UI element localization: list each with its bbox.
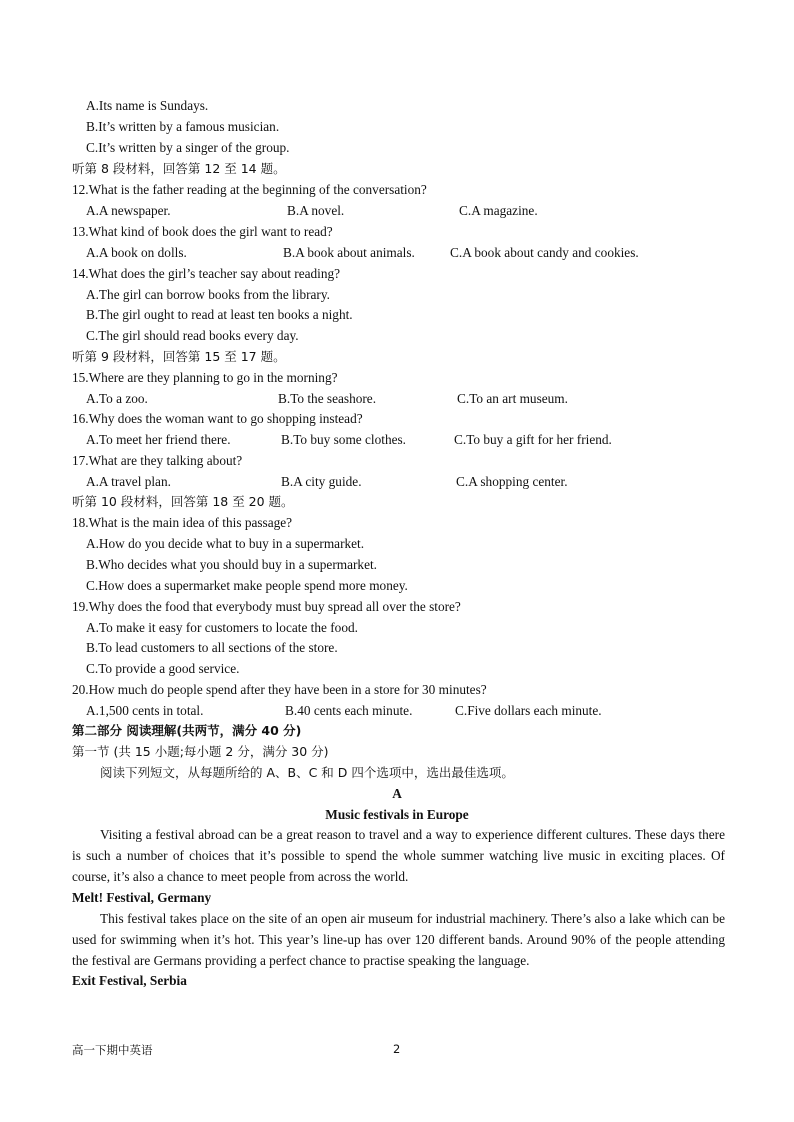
section-1-title: 第一节 (共 15 小题;每小题 2 分，满分 30 分) [72, 744, 329, 759]
q16-question: 16.Why does the woman want to go shopping instead? [72, 411, 363, 426]
q19-question: 19.Why does the food that everybody must buy spread all over the store? [72, 599, 461, 614]
q17-question: 17.What are they talking about? [72, 453, 243, 468]
q19-option-a: A.To make it easy for customers to locate the food. [86, 620, 358, 635]
q19-option-b: B.To lead customers to all sections of the store. [86, 640, 338, 655]
q20-question: 20.How much do people spend after they have been in a store for 30 minutes? [72, 682, 487, 697]
q15-option-c: C.To an art museum. [457, 391, 568, 406]
q13-option-c: C.A book about candy and cookies. [450, 245, 639, 260]
footer-title: 高一下期中英语 [72, 1043, 153, 1057]
q14-question: 14.What does the girl’s teacher say about reading? [72, 266, 341, 281]
q18-option-a: A.How do you decide what to buy in a supermarket. [86, 536, 365, 551]
q18-question: 18.What is the main idea of this passage? [72, 515, 293, 530]
q12-question: 12.What is the father reading at the beginning of the conversation? [72, 182, 427, 197]
q14-option-c: C.The girl should read books every day. [86, 328, 299, 343]
q16-option-c: C.To buy a gift for her friend. [454, 432, 612, 447]
intro-paragraph: Visiting a festival abroad can be a great reason to travel and a way to experience different cultures. These days there is such a number of choices that it’s possible to spend the whole summer watching live music in exciting places. Of course, it’s also a chance to meet people from across the world. [72, 827, 725, 884]
q16-option-b: B.To buy some clothes. [281, 432, 407, 447]
q15-option-a: A.To a zoo. [86, 391, 148, 406]
q11-option-a: A.Its name is Sundays. [86, 98, 209, 113]
q12-option-a: A.A newspaper. [86, 203, 171, 218]
q14-option-b: B.The girl ought to read at least ten books a night. [86, 307, 353, 322]
q15-option-b: B.To the seashore. [278, 391, 377, 406]
section-9-header: 听第 9 段材料，回答第 15 至 17 题。 [72, 349, 286, 364]
melt-festival-paragraph: This festival takes place on the site of an open air museum for industrial machinery. There’s also a lake which can be used for swimming when it’s hot. This year’s line-up has over 120 different bands. Around 90% of the people attending the festival are Germans providing a perfect chance to practise speaking the language. [72, 911, 725, 968]
q12-option-c: C.A magazine. [459, 203, 538, 218]
q13-option-a: A.A book on dolls. [86, 245, 187, 260]
section-8-header: 听第 8 段材料，回答第 12 至 14 题。 [72, 161, 286, 176]
q16-option-a: A.To meet her friend there. [86, 432, 231, 447]
q13-option-b: B.A book about animals. [283, 245, 415, 260]
reading-instruction: 阅读下列短文，从每题所给的 A、B、C 和 D 四个选项中，选出最佳选项。 [100, 765, 514, 780]
q17-option-c: C.A shopping center. [456, 474, 568, 489]
q11-option-b: B.It’s written by a famous musician. [86, 119, 280, 134]
q17-option-b: B.A city guide. [281, 474, 362, 489]
q18-option-b: B.Who decides what you should buy in a supermarket. [86, 557, 377, 572]
passage-letter: A [392, 786, 402, 801]
q14-option-a: A.The girl can borrow books from the library. [86, 287, 330, 302]
q17-option-a: A.A travel plan. [86, 474, 171, 489]
q15-question: 15.Where are they planning to go in the morning? [72, 370, 338, 385]
page-number: 2 [393, 1042, 401, 1056]
part-2-title: 第二部分 阅读理解(共两节，满分 40 分) [72, 723, 302, 738]
q13-question: 13.What kind of book does the girl want to read? [72, 224, 333, 239]
q20-option-b: B.40 cents each minute. [285, 703, 413, 718]
exit-festival-heading: Exit Festival, Serbia [72, 973, 187, 988]
melt-festival-heading: Melt! Festival, Germany [72, 890, 212, 905]
q18-option-c: C.How does a supermarket make people spend more money. [86, 578, 408, 593]
passage-title: Music festivals in Europe [325, 807, 469, 822]
q11-option-c: C.It’s written by a singer of the group. [86, 140, 290, 155]
q20-option-c: C.Five dollars each minute. [455, 703, 602, 718]
q20-option-a: A.1,500 cents in total. [86, 703, 204, 718]
q19-option-c: C.To provide a good service. [86, 661, 240, 676]
q12-option-b: B.A novel. [287, 203, 345, 218]
section-10-header: 听第 10 段材料，回答第 18 至 20 题。 [72, 494, 294, 509]
